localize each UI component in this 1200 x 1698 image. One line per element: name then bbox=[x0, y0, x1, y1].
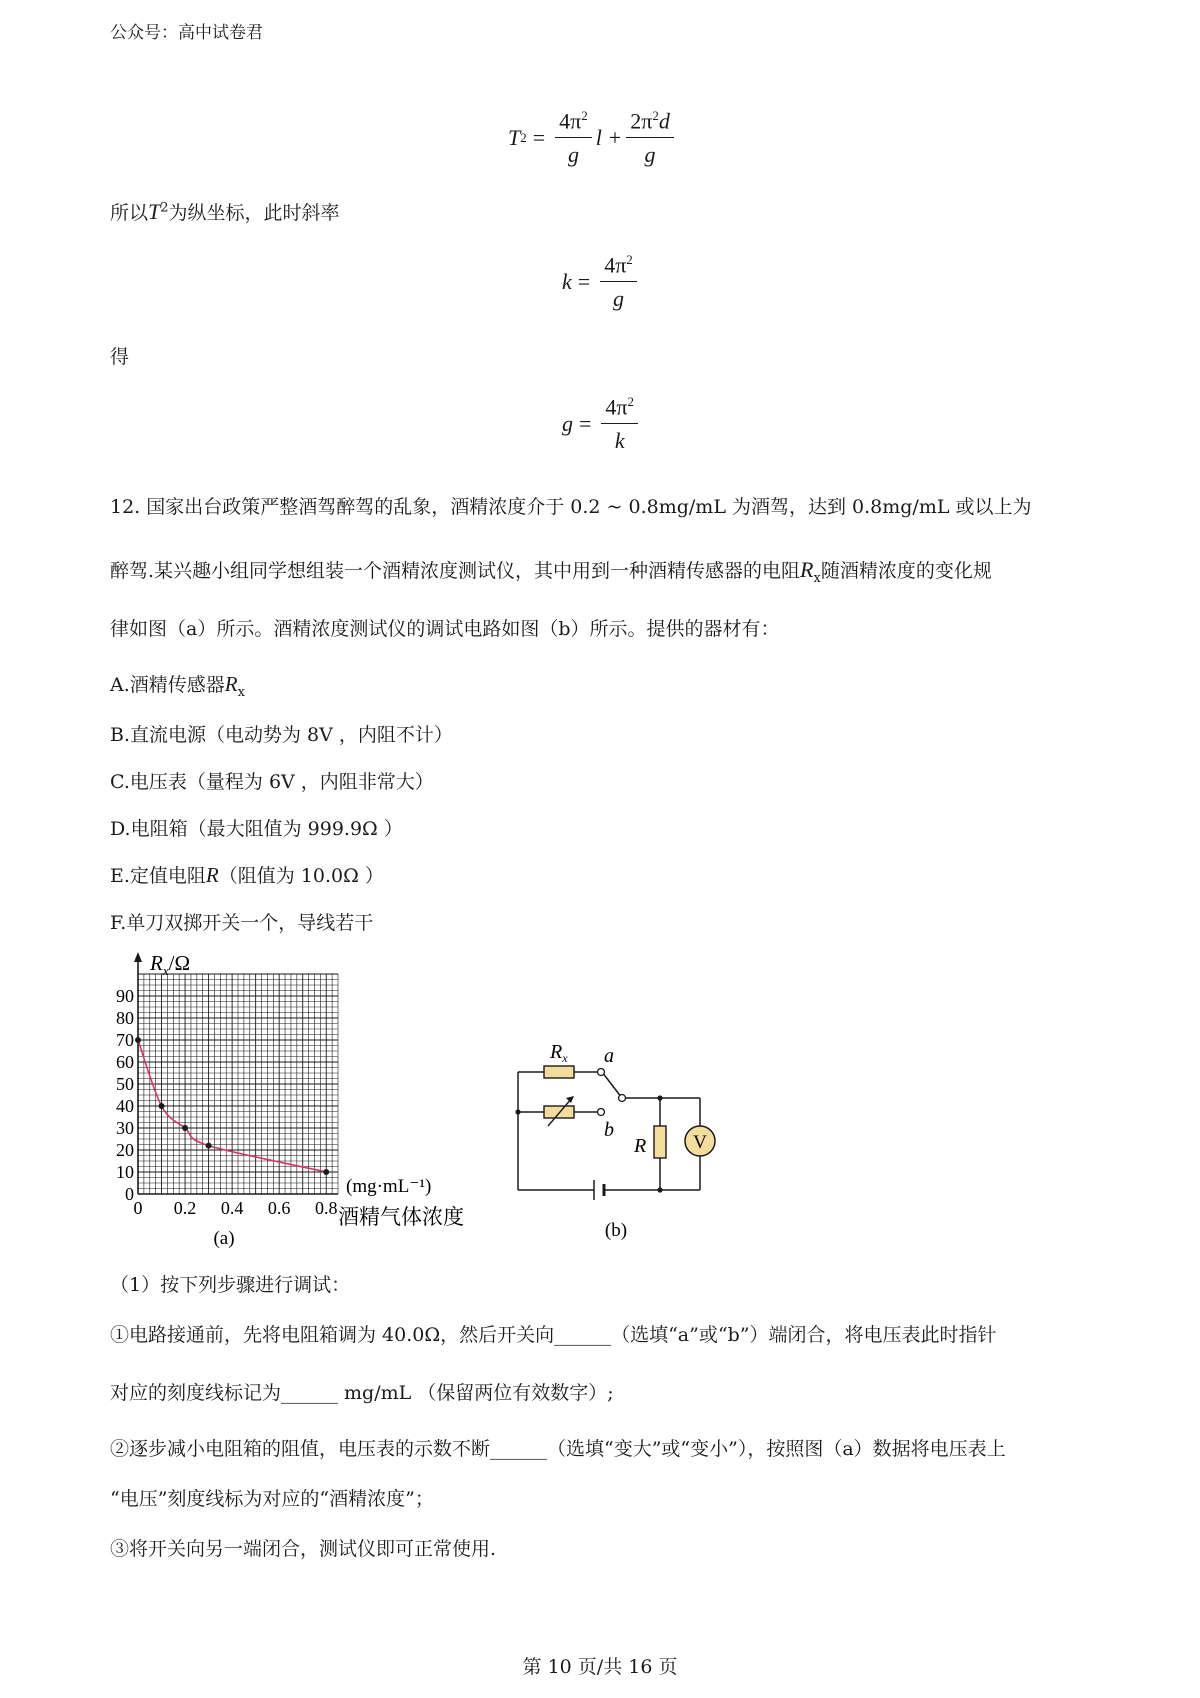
step-1-line-2: 对应的刻度线标记为______ mg/mL （保留两位有效数字）; bbox=[110, 1382, 614, 1404]
voltmeter-label: V bbox=[693, 1132, 707, 1153]
label-r: R bbox=[634, 1135, 647, 1157]
x-axis-title: 酒精气体浓度 bbox=[338, 1205, 464, 1229]
equation-period-squared: T 2 = $\frac{4\pi^2}{g}$ l + $\frac{2\pi^2d}{g}$ bbox=[508, 108, 678, 168]
figure-a-caption: (a) bbox=[213, 1228, 235, 1248]
item-d: D.电阻箱（最大阻值为 999.9Ω ） bbox=[110, 818, 403, 840]
sensor-resistor bbox=[544, 1066, 574, 1078]
question-paragraph-1: 12. 国家出台政策严整酒驾醉驾的乱象，酒精浓度介于 0.2 ~ 0.8mg/mL 为酒驾，达到 0.8mg/mL 或以上为 bbox=[110, 496, 1032, 518]
y-tick-label: 70 bbox=[116, 1030, 134, 1050]
x-tick-labels bbox=[134, 1198, 338, 1218]
step-1-line-1: ①电路接通前，先将电阻箱调为 40.0Ω，然后开关向______（选填“a”或“b”）端闭合，将电压表此时指针 bbox=[110, 1324, 997, 1346]
figure-b-circuit bbox=[500, 1040, 760, 1240]
x-tick-label: 0 bbox=[133, 1198, 143, 1218]
step-2-line-2: “电压”刻度线标为对应的“酒精浓度”； bbox=[110, 1488, 434, 1510]
data-point bbox=[135, 1037, 141, 1043]
terminal-a bbox=[598, 1069, 605, 1076]
arrow-icon bbox=[566, 1096, 574, 1103]
label-rx: $R_x$ bbox=[550, 1041, 568, 1065]
step-2-line-1: ②逐步减小电阻箱的阻值，电压表的示数不断______（选填“变大”或“变小”），按照图（a）数据将电压表上 bbox=[110, 1438, 1006, 1460]
data-point bbox=[323, 1169, 329, 1175]
x-tick-label: 0.6 bbox=[267, 1198, 291, 1218]
figure-b-caption: (b) bbox=[604, 1220, 628, 1240]
page-number: 第 10 页/共 16 页 bbox=[522, 1656, 678, 1678]
data-point bbox=[159, 1103, 165, 1109]
switch-pivot bbox=[619, 1095, 626, 1102]
figure-a-chart bbox=[100, 948, 500, 1248]
question-paragraph-2: 醉驾.某兴趣小组同学想组装一个酒精浓度测试仪，其中用到一种酒精传感器的电阻$R_x$随酒精浓度的变化规 bbox=[110, 557, 992, 586]
junction-top-right bbox=[657, 1095, 662, 1100]
switch-blade bbox=[602, 1072, 622, 1098]
y-tick-label: 80 bbox=[116, 1008, 134, 1028]
y-tick-label: 10 bbox=[116, 1162, 134, 1182]
y-tick-label: 90 bbox=[116, 986, 134, 1006]
terminal-b bbox=[598, 1109, 605, 1116]
y-tick-label: 20 bbox=[116, 1140, 134, 1160]
y-tick-labels bbox=[116, 986, 134, 1204]
fixed-resistor bbox=[654, 1126, 666, 1158]
text-vertical-axis: 所以$T^2$为纵坐标，此时斜率 bbox=[110, 199, 340, 224]
y-tick-label: 40 bbox=[116, 1096, 134, 1116]
junction-bottom-right bbox=[657, 1187, 662, 1192]
text-therefore: 得 bbox=[110, 346, 130, 368]
y-axis-arrow bbox=[134, 952, 142, 962]
item-e: E.定值电阻R（阻值为 10.0Ω ） bbox=[110, 863, 384, 887]
data-point bbox=[182, 1125, 188, 1131]
item-b: B.直流电源（电动势为 8V ，内阻不计） bbox=[110, 724, 453, 746]
fraction-2: $\frac{2\pi^2d}{g}$ bbox=[626, 108, 674, 168]
x-tick-label: 0.8 bbox=[314, 1198, 338, 1218]
equation-gravity: g = $\frac{4\pi^2}{k}$ bbox=[562, 394, 642, 454]
item-f: F.单刀双掷开关一个，导线若干 bbox=[110, 912, 374, 934]
equation-slope: k = $\frac{4\pi^2}{g}$ bbox=[562, 252, 641, 312]
question-paragraph-3: 律如图（a）所示。酒精浓度测试仪的调试电路如图（b）所示。提供的器材有： bbox=[110, 618, 780, 640]
step-3: ③将开关向另一端闭合，测试仪即可正常使用. bbox=[110, 1538, 497, 1560]
data-point bbox=[206, 1143, 212, 1149]
item-c: C.电压表（量程为 6V ，内阻非常大） bbox=[110, 771, 434, 793]
resistance-box bbox=[544, 1106, 574, 1118]
steps-intro: （1）按下列步骤进行调试： bbox=[110, 1274, 351, 1296]
x-tick-label: 0.2 bbox=[173, 1198, 197, 1218]
label-b: b bbox=[604, 1119, 614, 1141]
y-tick-label: 0 bbox=[125, 1184, 134, 1204]
y-tick-label: 50 bbox=[116, 1074, 134, 1094]
chart-grid bbox=[138, 974, 338, 1194]
y-tick-label: 60 bbox=[116, 1052, 134, 1072]
junction-left bbox=[515, 1109, 520, 1114]
item-a: A.酒精传感器$R_x$ bbox=[110, 672, 245, 700]
header-account: 公众号：高中试卷君 bbox=[110, 23, 263, 43]
x-axis-unit: (mg·mL⁻¹) bbox=[346, 1176, 432, 1197]
x-tick-label: 0.4 bbox=[220, 1198, 244, 1218]
y-tick-label: 30 bbox=[116, 1118, 134, 1138]
fraction-1: $\frac{4\pi^2}{g}$ bbox=[555, 108, 592, 168]
label-a: a bbox=[604, 1045, 614, 1067]
y-axis-title: $R_x/\Omega$ bbox=[150, 951, 191, 978]
